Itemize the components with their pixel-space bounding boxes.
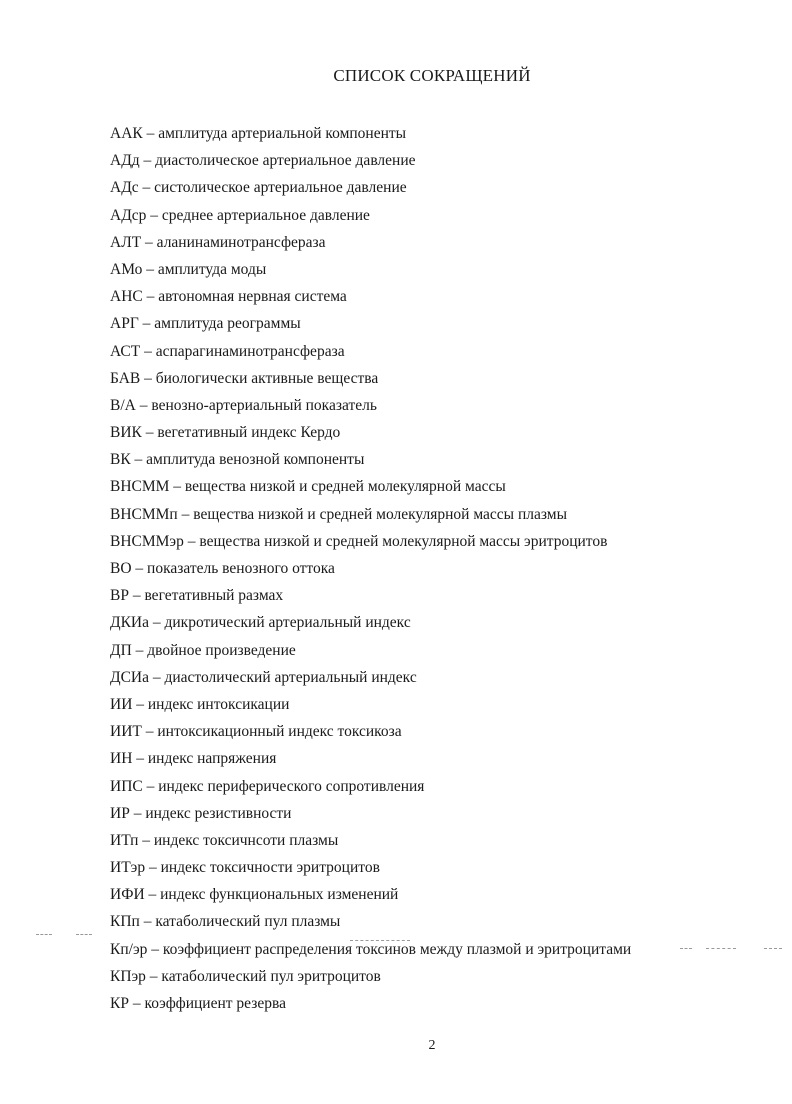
abbreviation-item: ИФИ – индекс функциональных изменений	[110, 886, 399, 904]
abbreviation-item: ВР – вегетативный размах	[110, 587, 284, 605]
abbreviation-item: Кп/эр – коэффициент распределения токсинов между плазмой и эритроцитами	[110, 940, 632, 958]
abbreviation-item: КР – коэффициент резерва	[110, 995, 286, 1012]
scan-artifact	[680, 948, 692, 949]
abbreviation-item: КПп – катаболический пул плазмы	[110, 913, 341, 931]
scan-artifact	[76, 934, 92, 935]
abbreviation-item: АДср – среднее артериальное давление	[110, 206, 370, 224]
abbreviation-item: ИПС – индекс периферического сопротивления	[110, 777, 425, 795]
scan-artifact	[36, 934, 52, 935]
abbreviation-item: АМо – амплитуда моды	[110, 260, 267, 278]
abbreviation-item: БАВ – биологически активные вещества	[110, 369, 379, 387]
scan-artifact	[706, 948, 736, 949]
abbreviation-item: ДКИа – дикротический артериальный индекс	[110, 614, 411, 632]
abbreviation-item: ДСИа – диастолический артериальный индекс	[110, 668, 417, 686]
abbreviation-item: ВО – показатель венозного оттока	[110, 560, 335, 577]
page-number: 2	[428, 1038, 436, 1053]
abbreviation-item: АДс – систолическое артериальное давление	[110, 179, 407, 197]
abbreviation-item: ИН – индекс напряжения	[110, 750, 277, 768]
abbreviation-item: АДд – диастолическое артериальное давление	[110, 152, 416, 170]
abbreviation-item: ИИТ – интоксикационный индекс токсикоза	[110, 723, 402, 741]
abbreviation-item: АРГ – амплитуда реограммы	[110, 315, 301, 333]
scan-artifact	[764, 948, 782, 949]
abbreviation-item: В/А – венозно-артериальный показатель	[110, 396, 377, 414]
abbreviation-item: КПэр – катаболический пул эритроцитов	[110, 967, 381, 985]
abbreviation-item: ВИК – вегетативный индекс Кердо	[110, 424, 341, 442]
abbreviation-item: ДП – двойное произведение	[110, 641, 296, 659]
scan-artifact	[350, 940, 410, 941]
abbreviation-item: ВНСММэр – вещества низкой и средней молекулярной массы эритроцитов	[110, 532, 608, 550]
abbreviation-item: АЛТ – аланинаминотрансфераза	[110, 233, 326, 251]
abbreviation-item: АСТ – аспарагинаминотрансфераза	[110, 342, 345, 360]
abbreviation-item: ВНСММп – вещества низкой и средней молекулярной массы плазмы	[110, 505, 567, 523]
abbreviation-item: ИТэр – индекс токсичности эритроцитов	[110, 859, 380, 877]
abbreviation-item: ААК – амплитуда артериальной компоненты	[110, 125, 407, 142]
abbreviation-item: ВК – амплитуда венозной компоненты	[110, 451, 365, 469]
abbreviation-item: ИТп – индекс токсичнсоти плазмы	[110, 831, 339, 849]
page-title: СПИСОК СОКРАЩЕНИЙ	[333, 66, 531, 85]
abbreviation-list	[110, 120, 631, 1017]
abbreviation-item: ВНСММ – вещества низкой и средней молекулярной массы	[110, 478, 506, 496]
abbreviation-item: ИР – индекс резистивности	[110, 804, 292, 822]
abbreviation-item: ИИ – индекс интоксикации	[110, 695, 290, 713]
abbreviation-item: АНС – автономная нервная система	[110, 288, 347, 306]
